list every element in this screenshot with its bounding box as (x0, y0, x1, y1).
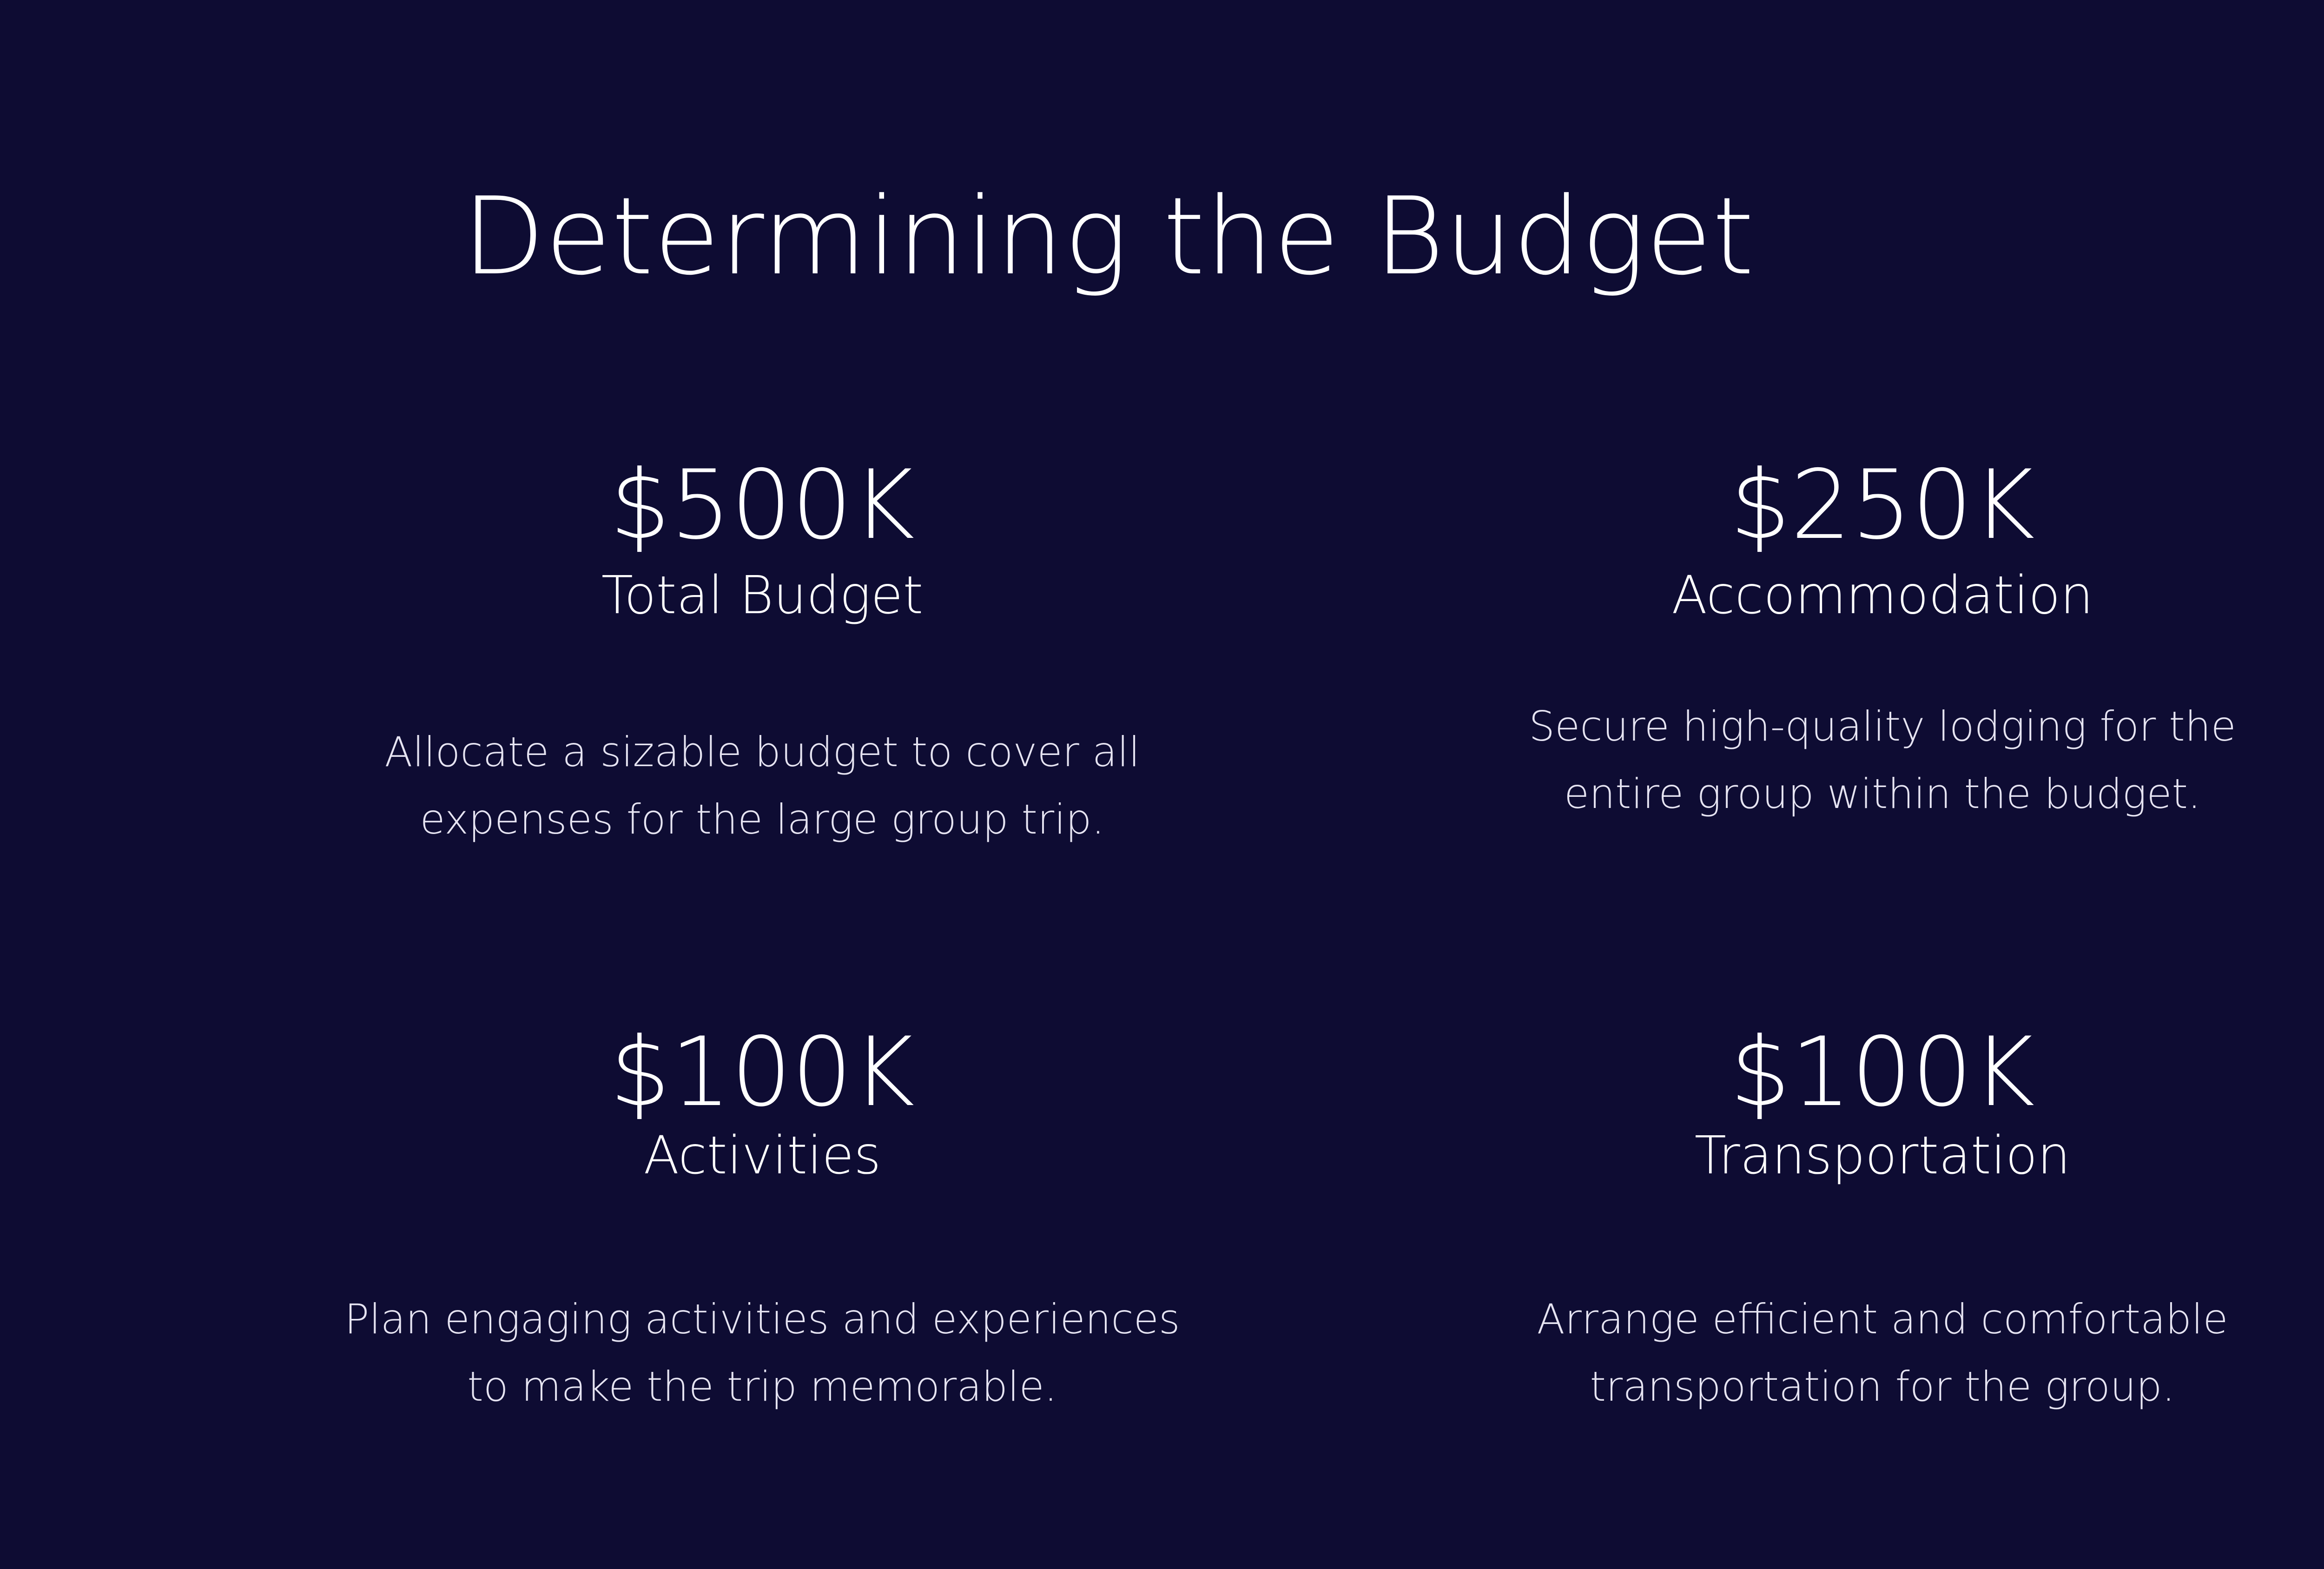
budget-description: Allocate a sizable budget to cover all expenses for the large group trip. (384, 728, 1140, 843)
budget-label: Transportation (1694, 1125, 2071, 1186)
budget-label: Activities (643, 1125, 881, 1186)
page-title: Determining the Budget (462, 175, 1755, 299)
budget-description: Plan engaging activities and experiences to make the trip memorable. (344, 1295, 1180, 1410)
budget-amount: $100K (1730, 1017, 2035, 1128)
budget-description: Arrange efficient and comfortable transportation for the group. (1537, 1295, 2228, 1410)
budget-amount: $250K (1730, 450, 2035, 561)
budget-amount: $100K (609, 1017, 915, 1128)
budget-label: Total Budget (601, 565, 924, 626)
budget-amount: $500K (609, 450, 915, 561)
budget-description: Secure high-quality lodging for the entire group within the budget. (1529, 702, 2236, 818)
budget-label: Accommodation (1671, 565, 2093, 626)
